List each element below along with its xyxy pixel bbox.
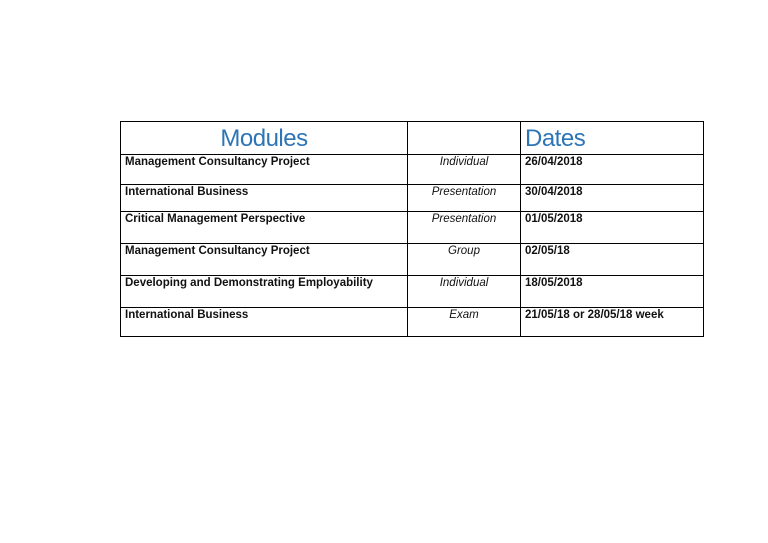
module-cell <box>121 185 408 212</box>
module-name: International Business <box>125 186 249 198</box>
header-modules: Modules <box>121 122 408 155</box>
date-cell <box>521 276 704 308</box>
module-name: Developing and Demonstrating Employability <box>125 277 373 289</box>
module-name: International Business <box>125 309 249 321</box>
type-cell <box>408 185 521 212</box>
date-cell <box>521 185 704 212</box>
due-date: 01/05/2018 <box>525 213 583 225</box>
module-cell <box>121 276 408 308</box>
type-cell <box>408 244 521 276</box>
type-cell <box>408 212 521 244</box>
module-name: Management Consultancy Project <box>125 245 310 257</box>
table-row <box>121 212 704 244</box>
assessment-type: Exam <box>449 309 479 321</box>
module-cell <box>121 308 408 337</box>
schedule-table <box>120 121 704 337</box>
due-date: 02/05/18 <box>525 245 570 257</box>
table-row <box>121 155 704 185</box>
module-name: Management Consultancy Project <box>125 156 310 168</box>
assessment-type: Individual <box>439 156 489 168</box>
type-cell <box>408 308 521 337</box>
due-date: 30/04/2018 <box>525 186 583 198</box>
date-cell <box>521 308 704 337</box>
date-cell <box>521 244 704 276</box>
table-row <box>121 308 704 337</box>
table-row <box>121 244 704 276</box>
assessment-type: Individual <box>439 277 489 289</box>
assessment-type: Group <box>448 245 480 257</box>
table-row <box>121 276 704 308</box>
module-cell <box>121 155 408 185</box>
type-cell <box>408 276 521 308</box>
due-date: 21/05/18 or 28/05/18 week <box>525 309 664 321</box>
type-cell <box>408 155 521 185</box>
assessment-type: Presentation <box>431 186 497 198</box>
header-dates: Dates <box>521 122 704 155</box>
assessment-type: Presentation <box>431 213 497 225</box>
module-name: Critical Management Perspective <box>125 213 306 225</box>
date-cell <box>521 212 704 244</box>
module-cell <box>121 244 408 276</box>
module-cell <box>121 212 408 244</box>
table-row <box>121 185 704 212</box>
header-type <box>408 122 521 155</box>
due-date: 26/04/2018 <box>525 156 583 168</box>
date-cell <box>521 155 704 185</box>
table-header-row <box>121 122 704 155</box>
due-date: 18/05/2018 <box>525 277 583 289</box>
